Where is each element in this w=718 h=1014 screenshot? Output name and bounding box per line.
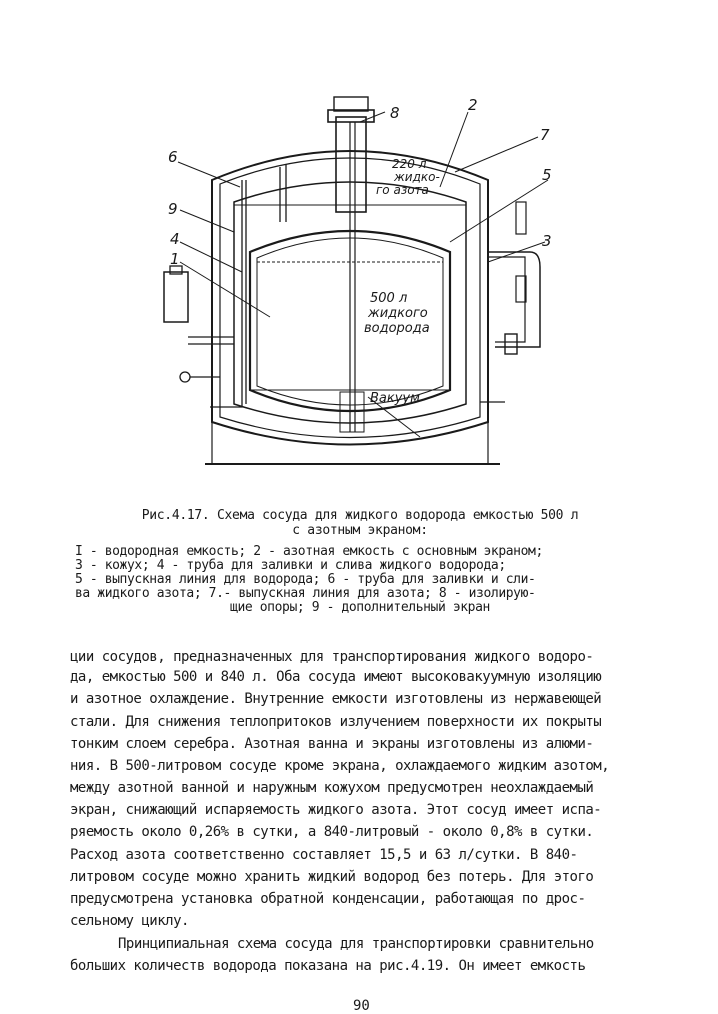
vessel-schematic [150,92,550,472]
body-line: Принципиальная схема сосуда для транспортировки сравнительно [118,936,594,952]
legend-line: 5 - выпускная линия для водорода; 6 - труба для заливки и сли- [75,572,536,587]
callout-8: 8 [390,104,400,122]
callout-7: 7 [540,126,550,144]
callout-9: 9 [168,200,178,218]
legend-line: I - водородная емкость; 2 - азотная емкость с основным экраном; [75,544,543,559]
body-line: больших количеств водорода показана на рис.4.19. Он имеет емкость [70,958,586,974]
callout-2: 2 [468,96,478,114]
callout-3: 3 [542,232,552,250]
callout-5: 5 [542,166,552,184]
hydrogen-label-line3: водорода [364,321,430,336]
left-valve [164,272,188,322]
nitrogen-label-line1: 220 л [392,157,427,171]
body-line: литровом сосуде можно хранить жидкий водород без потерь. Для этого [70,869,594,885]
vessel-diagram [150,92,550,472]
callout-1: 1 [170,250,180,268]
legend-line: щие опоры; 9 - дополнительный экран [230,600,490,615]
body-line: тонким слоем серебра. Азотная ванна и экраны изготовлены из алюми- [70,736,594,752]
body-line: сельному циклу. [70,913,189,929]
body-line: ния. В 500-литровом сосуде кроме экрана, охлаждаемого жидким азотом, [70,758,610,774]
page-number: 90 [353,998,370,1014]
body-line: и азотное охлаждение. Внутренние емкости изготовлены из нержавеющей [70,691,602,707]
legend-line: 3 - кожух; 4 - труба для заливки и слива жидкого водорода; [75,558,506,573]
vacuum-label: Вакуум [370,391,420,406]
figure-caption-title: Рис.4.17. Схема сосуда для жидкого водорода емкостью 500 л [141,508,579,523]
nitrogen-label-line2: жидко- [394,170,440,184]
nitrogen-label-line3: го азота [376,183,429,197]
legend-line: ва жидкого азота; 7.- выпускная линия для азота; 8 - изолирую- [75,586,536,601]
hydrogen-label-line1: 500 л [370,291,408,306]
body-line: Расход азота соответственно составляет 15,5 и 63 л/сутки. В 840- [70,847,578,863]
right-nitrogen-line [488,252,540,347]
body-line: предусмотрена установка обратной конденсации, работающая по дрос- [70,891,586,907]
callout-4: 4 [170,230,180,248]
figure-caption-subtitle: с азотным экраном: [292,523,428,538]
central-neck [336,117,366,212]
left-fill-pipe [210,180,242,407]
body-line: экран, снижающий испаряемость жидкого азота. Этот сосуд имеет испа- [70,802,602,818]
body-line: стали. Для снижения теплопритоков излучением поверхности их покрыты [70,714,602,730]
body-line: да, емкостью 500 и 840 л. Оба сосуда имеют высоковакуумную изоляцию [70,669,602,685]
body-line: между азотной ванной и наружным кожухом предусмотрен неохлаждаемый [70,780,594,796]
body-line: ряемость около 0,26% в сутки, а 840-литровый - около 0,8% в сутки. [70,824,594,840]
body-line: ции сосудов, предназначенных для транспортирования жидкого водоро- [70,649,594,665]
hydrogen-label-line2: жидкого [368,306,428,321]
callout-6: 6 [168,148,178,166]
